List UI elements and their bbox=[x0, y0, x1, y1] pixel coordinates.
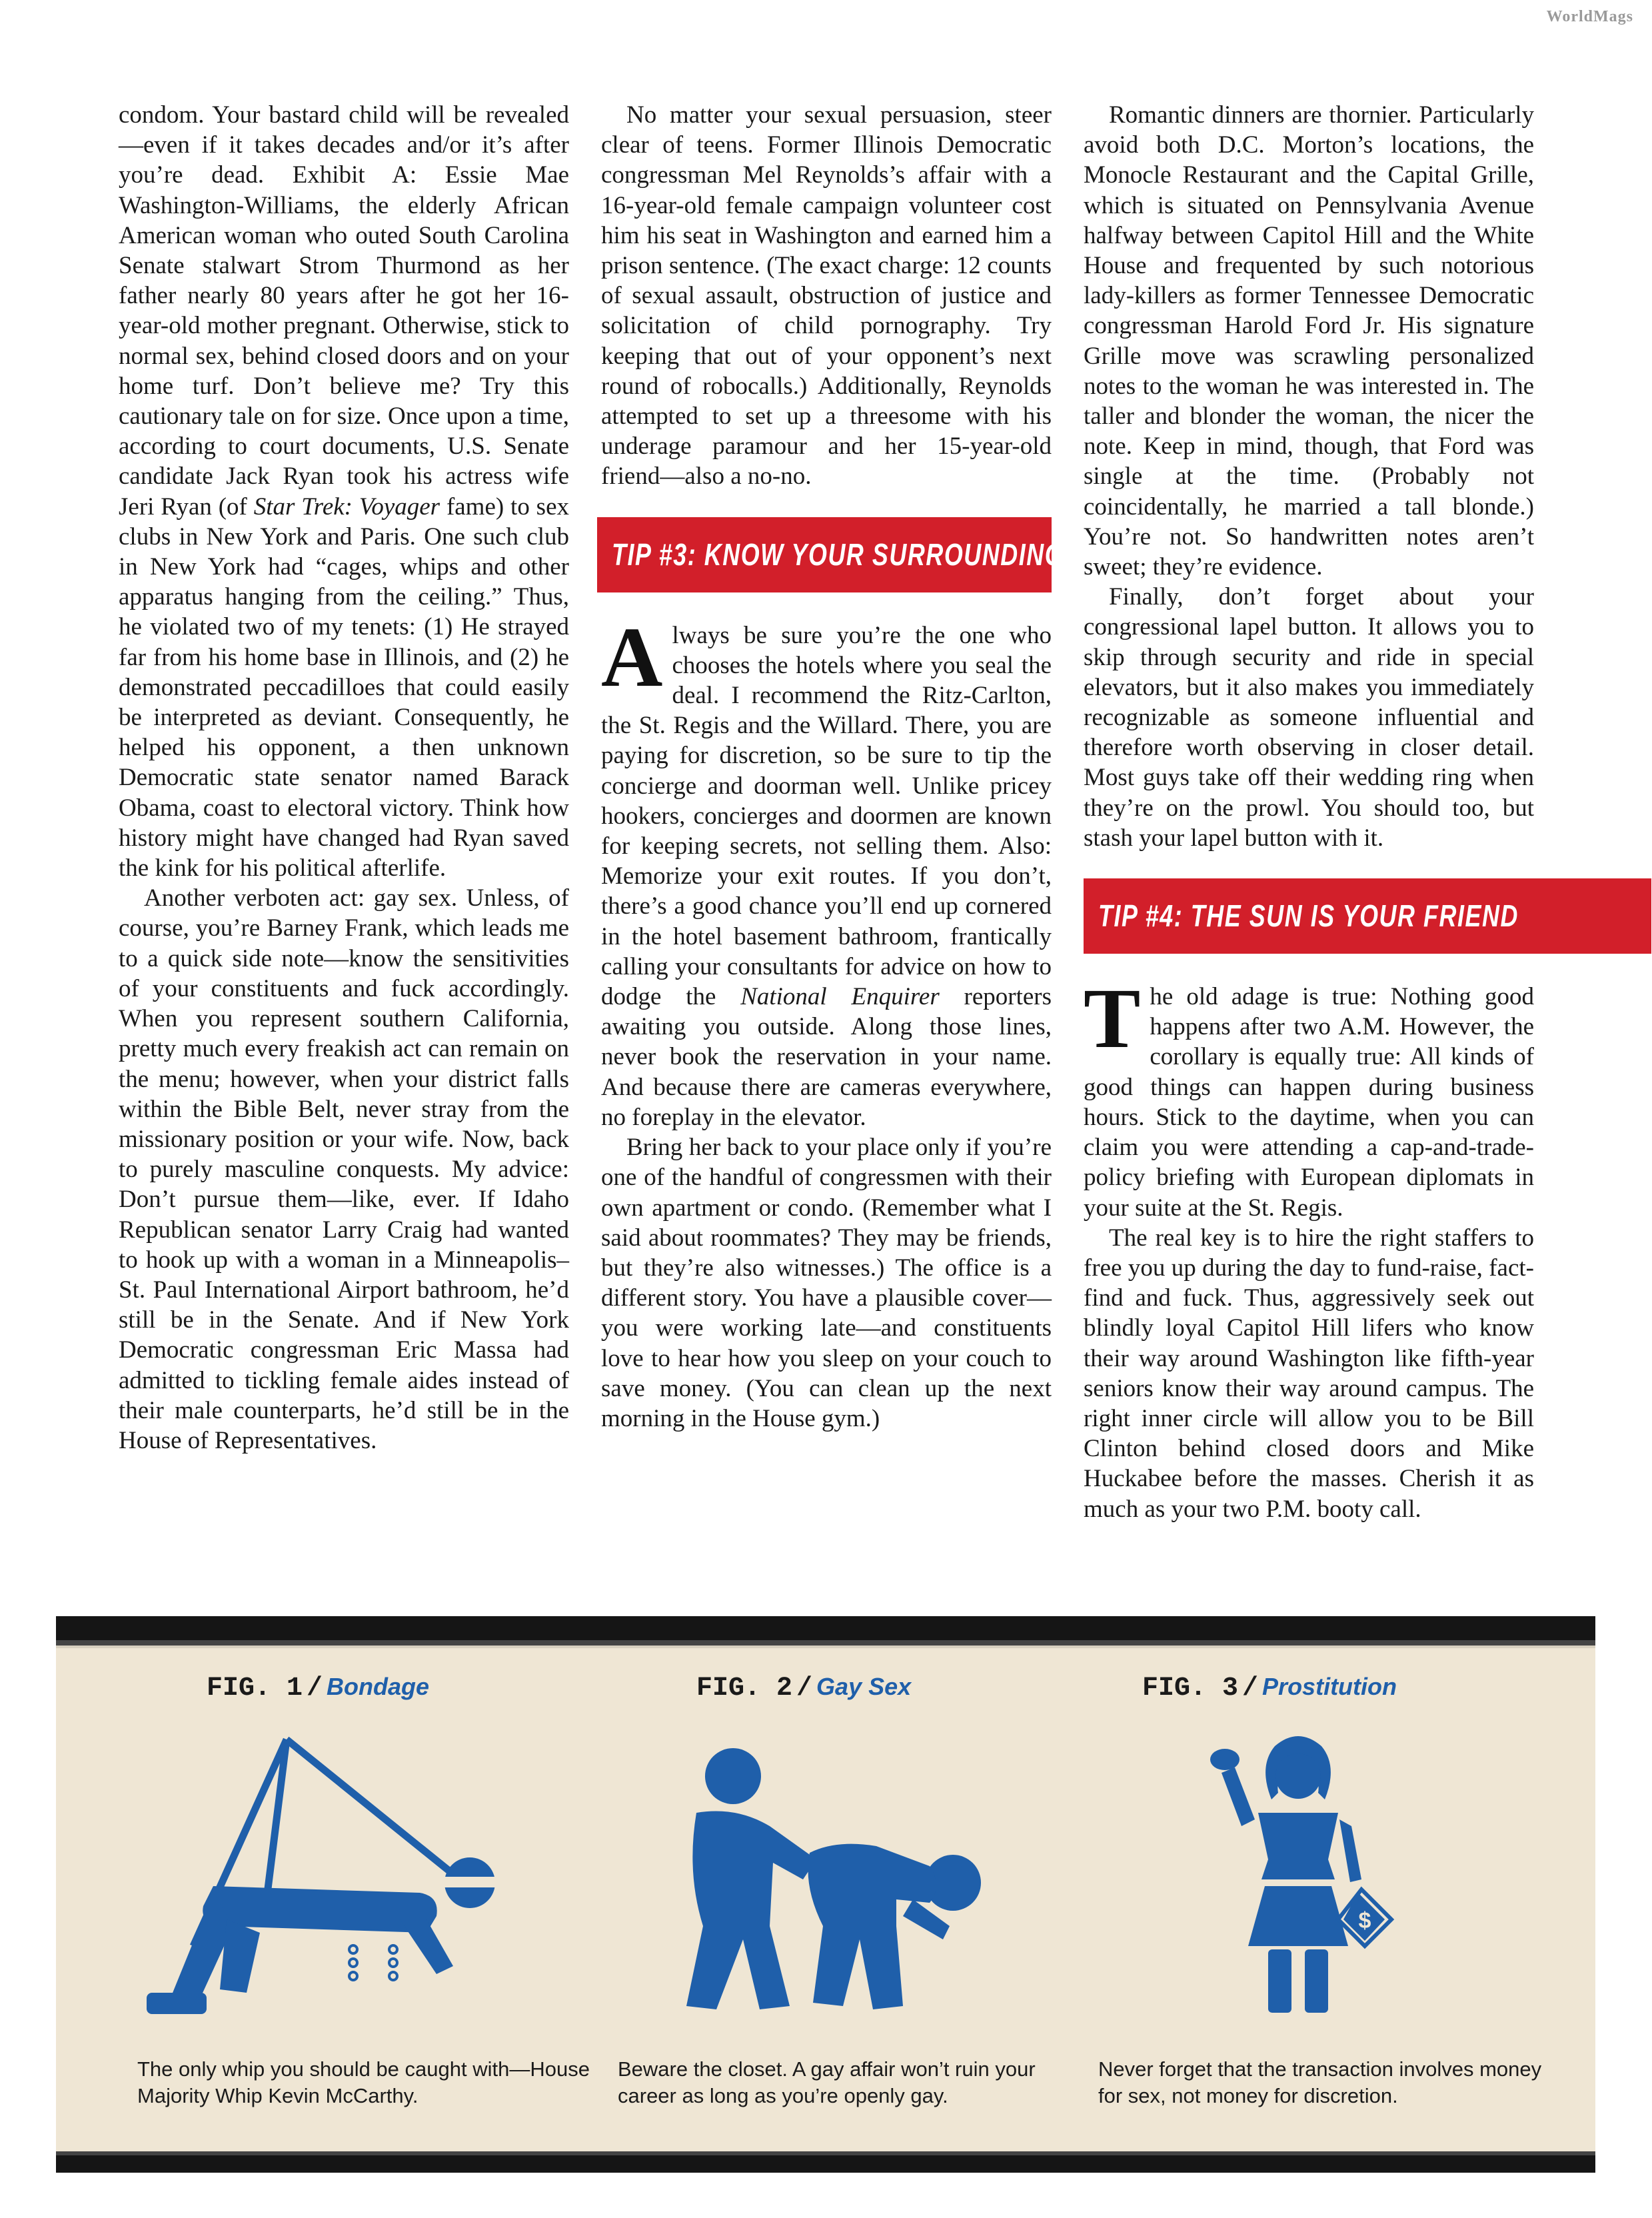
paragraph: Another verboten act: gay sex. Unless, of course, you’re Barney Frank, which leads me to a quick side note—know the sensitivities of your constituents and fuck accordingly. When you represent southern California, pretty much every freakish act can remain on the menu; however, when your district falls within the Bible Belt, never stray from the missionary position or your wife. Now, back to purely masculine conquests. My advice: Don’t pursue them—like, ever. If Idaho Republican senator Larry Craig had wanted to hook up with a woman in a Minneapolis–St. Paul International Airport bathroom, he’d still be in the Senate. And if New York Democratic congressman Eric Massa had admitted to tickling female aides instead of their male counterparts, he’d still be in the House of Representatives. bbox=[119, 884, 569, 1454]
paragraph: The real key is to hire the right staffers to free you up during the day to fund-raise, fact-find and fuck. Thus, aggressively seek out blindly loyal Capitol Hill lifers who know their way around Washington like fifth-year seniors know their way around campus. The right inner circle will allow you to be Bill Clinton behind closed doors and Mike Huckabee before the masses. Cherish it as much as your two P.M. booty call. bbox=[1084, 1224, 1534, 1523]
article-column-2 bbox=[601, 100, 1082, 1434]
prostitution-pictogram-icon bbox=[1098, 1726, 1525, 2019]
figure-caption: Never forget that the transaction involves money for sex, not money for discretion. bbox=[1098, 2057, 1542, 2107]
tip-4-banner: TIP #4: THE SUN IS YOUR FRIEND bbox=[1084, 878, 1651, 954]
watermark: WorldMags bbox=[1546, 8, 1633, 25]
article-column-1 bbox=[119, 100, 569, 1456]
article-column-3 bbox=[1084, 100, 1534, 1524]
paragraph: No matter your sexual persuasion, steer clear of teens. Former Illinois Democratic congressman Mel Reynolds’s affair with a 16-year-old female campaign volunteer cost him his seat in Washington and earned him a prison sentence. (The exact charge: 12 counts of sexual assault, obstruction of justice and solicitation of child pornography. Try keeping that out of your opponent’s next round of robocalls.) Additionally, Reynolds attempted to set up a threesome with his underage paramour and her 15-year-old friend—also a no-no. bbox=[601, 101, 1052, 491]
figure-title: FIG. 2 / Gay Sex bbox=[696, 1673, 912, 1703]
tag-symbol: $ bbox=[1358, 1908, 1371, 1933]
drop-cap: A bbox=[601, 609, 663, 704]
figure-title: FIG. 1 / Bondage bbox=[207, 1673, 430, 1703]
paragraph: Bring her back to your place only if you’re one of the handful of congressmen with their own apartment or condo. (Remember what I said about roommates? They may be friends, but they’re also witnesses.) The office is a different story. You have a plausible cover—you were working late—and constituents love to hear how you sleep on your couch to save money. (You can clean up the next morning in the House gym.) bbox=[601, 1134, 1052, 1432]
bondage-pictogram-icon bbox=[133, 1726, 560, 2019]
band-top-stripe bbox=[56, 1616, 1595, 1648]
figure-prostitution bbox=[1098, 1673, 1578, 2139]
figure-gay-sex bbox=[616, 1673, 1096, 2139]
paragraph: The old adage is true: Nothing good happens after two A.M. However, the corollary is equally true: All kinds of good things can happen during business hours. Stick to the daytime, when you can claim you were attending a cap-and-trade-policy briefing with European diplomats in your suite at the St. Regis. bbox=[1084, 971, 1534, 1222]
figure-bondage bbox=[133, 1673, 613, 2139]
paragraph: condom. Your bastard child will be revealed—even if it takes decades and/or it’s after you’re dead. Exhibit A: Essie Mae Washington-Williams, the elderly African American woman who outed South Carolina Senate stalwart Strom Thurmond as her father nearly 80 years after he got her 16-year-old mother pregnant. Otherwise, stick to normal sex, behind closed doors and on your home turf. Don’t believe me? Try this cautionary tale on for size. Once upon a time, according to court documents, U.S. Senate candidate Jack Ryan took his actress wife Jeri Ryan (of Star Trek: Voyager fame) to sex clubs in New York and Paris. One such club in New York had “cages, whips and other apparatus hanging from the ceiling.” Thus, he violated two of my tenets: (1) He strayed far from his home base in Illinois, and (2) he demonstrated peccadilloes that could easily be interpreted as deviant. Consequently, he helped his opponent, a then unknown Democratic state senator named Barack Obama, coast to electoral victory. Think how history might have changed had Ryan saved the kink for his political afterlife. bbox=[119, 101, 570, 882]
paragraph: Romantic dinners are thornier. Particularly avoid both D.C. Morton’s locations, the Monocle Restaurant and the Capital Grille, which is situated on Pennsylvania Avenue halfway between Capitol Hill and the White House and frequented by such notorious lady-killers as former Tennessee Democratic congressman Harold Ford Jr. His signature Grille move was scrawling personalized notes to the woman he was interested in. The taller and blonder the woman, the nicer the note. Keep in mind, though, that Ford was single at the time. (Probably not coincidentally, he married a tall blonde.) You’re not. So handwritten notes aren’t sweet; they’re evidence. bbox=[1084, 101, 1534, 581]
drop-cap: T bbox=[1084, 971, 1141, 1066]
figure-title: FIG. 3 / Prostitution bbox=[1142, 1673, 1397, 1703]
figure-caption: Beware the closet. A gay affair won’t ruin your career as long as you’re openly gay. bbox=[618, 2057, 1036, 2107]
gay-sex-pictogram-icon bbox=[616, 1726, 1043, 2019]
tip-3-banner: TIP #3: KNOW YOUR SURROUNDINGS bbox=[597, 517, 1052, 592]
figure-caption: The only whip you should be caught with—House Majority Whip Kevin McCarthy. bbox=[137, 2057, 590, 2107]
paragraph: Always be sure you’re the one who chooses the hotels where you seal the deal. I recommend the Ritz-Carlton, the St. Regis and the Willard. There, you are paying for discretion, so be sure to tip the concierge and doorman well. Unlike pricey hookers, concierges and doormen are known for keeping secrets, not selling them. Also: Memorize your exit routes. If you don’t, there’s a good chance you’ll end up cornered in the hotel basement bathroom, frantically calling your consultants for advice on how to dodge the National Enquirer reporters awaiting you outside. Along those lines, never book the reservation in your name. And because there are cameras everywhere, no foreplay in the elevator. bbox=[601, 609, 1052, 1131]
paragraph: Finally, don’t forget about your congressional lapel button. It allows you to skip through security and ride in special elevators, but it also makes you immediately recognizable as someone influential and therefore worth observing in closer detail. Most guys take off their wedding ring when they’re on the prowl. You should too, but stash your lapel button with it. bbox=[1084, 583, 1534, 852]
band-bottom-stripe bbox=[56, 2151, 1595, 2173]
